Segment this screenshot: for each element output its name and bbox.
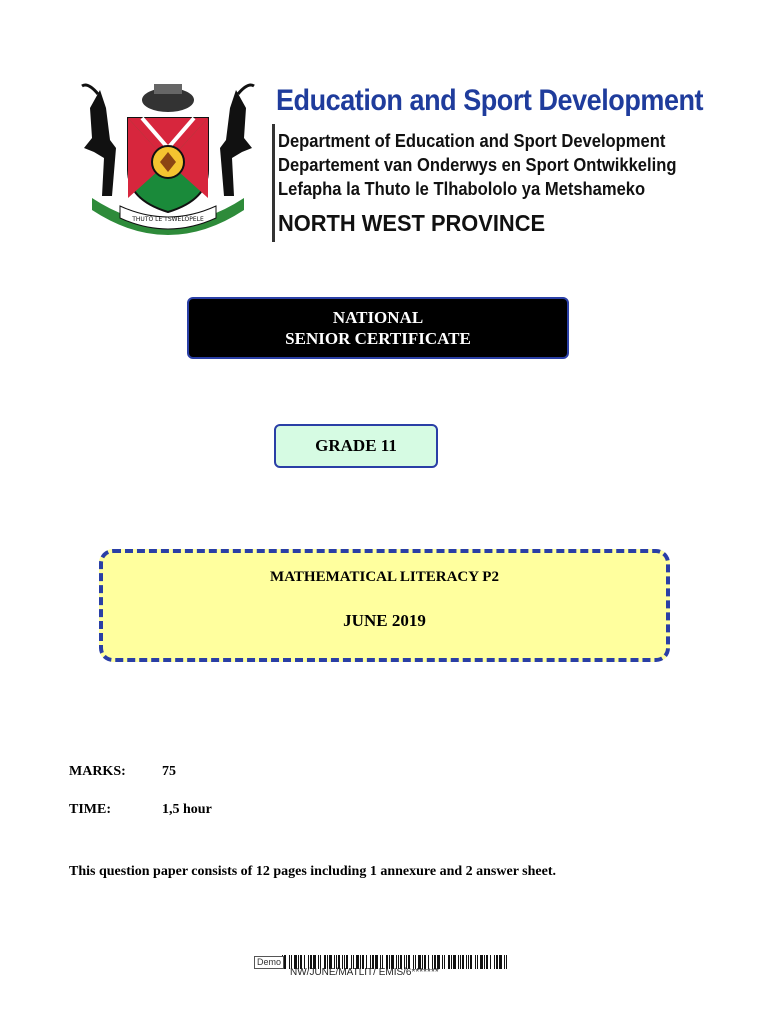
time-value: 1,5 hour — [162, 802, 212, 817]
certificate-line-2: SENIOR CERTIFICATE — [285, 329, 471, 348]
marks-value: 75 — [162, 764, 176, 779]
subject-name: MATHEMATICAL LITERACY P2 — [270, 569, 499, 585]
time-label: TIME: — [69, 802, 111, 817]
department-line-setswana: Lefapha la Thuto le Tlhabololo ya Metshameko — [278, 179, 646, 199]
svg-text:THUTO LE TSWELOPELE: THUTO LE TSWELOPELE — [132, 216, 204, 223]
department-line-english: Department of Education and Sport Development — [278, 131, 666, 151]
certificate-banner — [187, 297, 569, 359]
header-divider — [272, 124, 275, 242]
paper-info-note: This question paper consists of 12 pages including 1 annexure and 2 answer sheet. — [69, 864, 556, 879]
subject-panel — [99, 549, 670, 662]
department-line-afrikaans: Departement van Onderwys en Sport Ontwikkeling — [278, 155, 677, 175]
exam-date: JUNE 2019 — [343, 611, 426, 630]
province-name: NORTH WEST PROVINCE — [278, 210, 546, 236]
department-title: Education and Sport Development — [276, 84, 704, 117]
marks-label: MARKS: — [69, 764, 126, 779]
demo-label: Demo — [254, 956, 284, 969]
coat-of-arms-icon — [72, 78, 264, 238]
grade-badge: GRADE 11 — [274, 424, 438, 468]
paper-code: NW/JUNE/MATLIT/ EMIS/6******* — [290, 967, 439, 978]
certificate-line-1: NATIONAL — [332, 308, 424, 327]
